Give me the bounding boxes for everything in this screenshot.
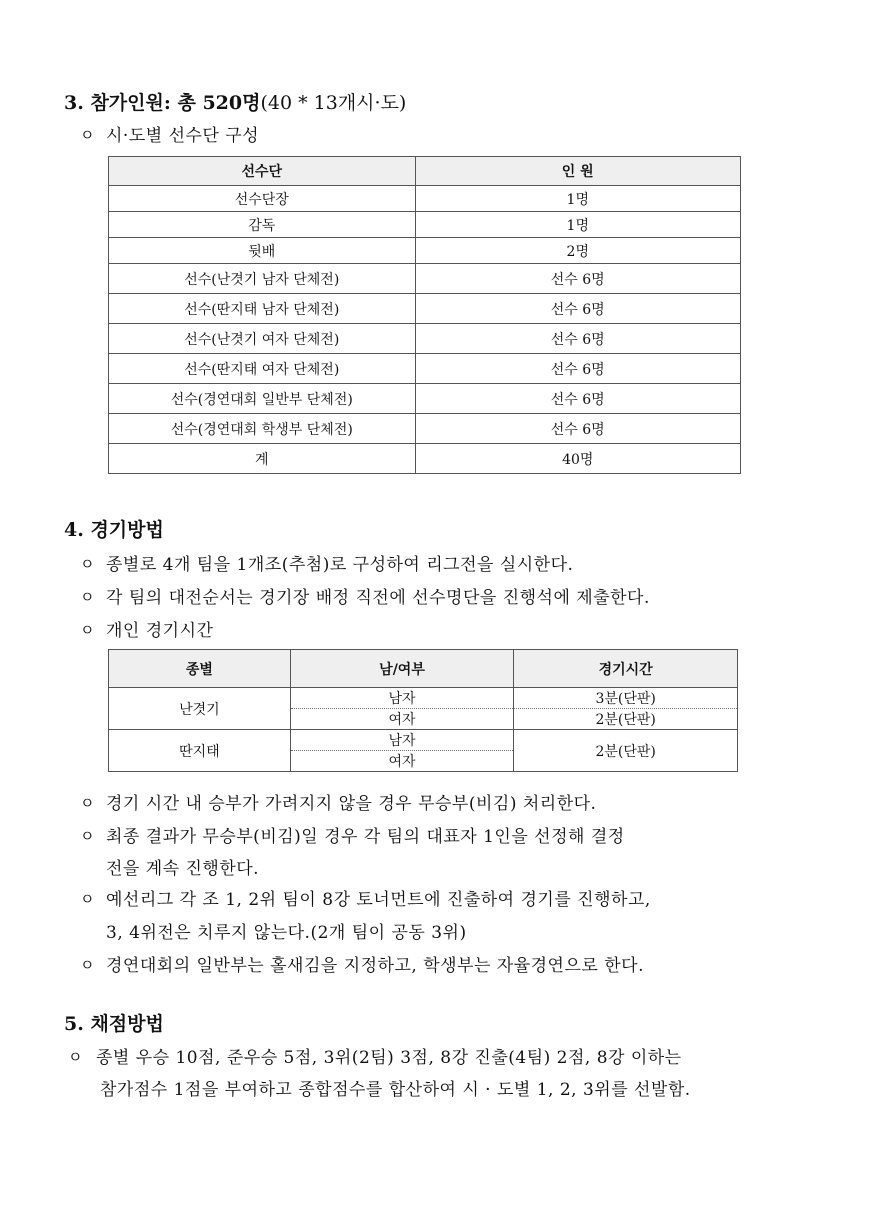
bullet-marker: ㅇ [80, 621, 95, 639]
section5-line-2: 참가점수 1점을 부여하고 종합점수를 합산하여 시 · 도별 1, 2, 3위를 선발함. [100, 1080, 691, 1100]
table-cell-role: 뒷배 [109, 238, 416, 264]
section4-after-2: 최종 결과가 무승부(비김)일 경우 각 팀의 대표자 1인을 선정해 결정 [106, 827, 625, 847]
table-row [109, 294, 741, 324]
table-cell-role: 선수(난겻기 남자 단체전) [109, 264, 416, 294]
section3-heading [64, 88, 406, 115]
section4-after-2-cont: 전을 계속 진행한다. [106, 859, 260, 879]
table-cell-count: 선수 6명 [415, 294, 740, 324]
table-cell-count: 40명 [415, 444, 740, 474]
section4-bullet-2: 각 팀의 대전순서는 경기장 배정 직전에 선수명단을 진행석에 제출한다. [106, 588, 650, 608]
table-row [109, 354, 741, 384]
table-row [109, 444, 741, 474]
table-header: 선수단 [109, 157, 416, 186]
table-cell-event: 딴지태 [109, 730, 291, 772]
table-cell-count: 선수 6명 [415, 414, 740, 444]
table-cell-count: 선수 6명 [415, 324, 740, 354]
table-cell-count: 선수 6명 [415, 264, 740, 294]
bullet-marker: ㅇ [80, 794, 95, 812]
table-cell-gender: 남자 [290, 688, 514, 709]
table-cell-role: 선수(경연대회 일반부 단체전) [109, 384, 416, 414]
table-row [109, 212, 741, 238]
table-cell-role: 감독 [109, 212, 416, 238]
table-row [109, 414, 741, 444]
match-time-table [108, 649, 738, 772]
table-cell-time: 2분(단판) [514, 730, 738, 772]
bullet-marker: ㅇ [80, 555, 95, 573]
table-cell-count: 1명 [415, 186, 740, 212]
team-composition-table [108, 156, 741, 474]
table-cell-event: 난겻기 [109, 688, 291, 730]
table-cell-role: 선수(경연대회 학생부 단체전) [109, 414, 416, 444]
table-cell-time: 2분(단판) [514, 709, 738, 730]
table-row [109, 238, 741, 264]
bullet-marker: ㅇ [80, 890, 95, 908]
table-cell-time: 3분(단판) [514, 688, 738, 709]
section4-after-4: 경연대회의 일반부는 홀새김을 지정하고, 학생부는 자율경연으로 한다. [106, 956, 644, 976]
section4-heading: 4. 경기방법 [64, 519, 164, 541]
table-row [109, 384, 741, 414]
table-cell-role: 선수(딴지태 여자 단체전) [109, 354, 416, 384]
section4-bullet-1: 종별로 4개 팀을 1개조(추첨)로 구성하여 리그전을 실시한다. [106, 555, 574, 575]
table-row [109, 324, 741, 354]
table-row [109, 264, 741, 294]
table-header: 남/여부 [290, 650, 514, 688]
section3-sub: 시·도별 선수단 구성 [106, 126, 260, 146]
table-cell-gender: 여자 [290, 751, 514, 772]
section3-heading-rest: (40 * 13개시·도) [260, 92, 407, 114]
section4-after-3: 예선리그 각 조 1, 2위 팀이 8강 토너먼트에 진출하여 경기를 진행하고, [106, 890, 651, 910]
table-header: 종별 [109, 650, 291, 688]
section5-heading: 5. 채점방법 [64, 1013, 164, 1035]
table-cell-gender: 여자 [290, 709, 514, 730]
table-cell-count: 1명 [415, 212, 740, 238]
table-cell-role: 계 [109, 444, 416, 474]
bullet-marker: ㅇ [80, 827, 95, 845]
table-cell-role: 선수단장 [109, 186, 416, 212]
section5-line-1: 종별 우승 10점, 준우승 5점, 3위(2팀) 3점, 8강 진출(4팀) 2점, 8강 이하는 [96, 1048, 682, 1068]
table-header: 인 원 [415, 157, 740, 186]
table-row [109, 186, 741, 212]
section4-bullet-3: 개인 경기시간 [106, 621, 214, 641]
table-cell-role: 선수(딴지태 남자 단체전) [109, 294, 416, 324]
table-cell-count: 2명 [415, 238, 740, 264]
section4-after-3-cont: 3, 4위전은 치루지 않는다.(2개 팀이 공동 3위) [106, 923, 467, 943]
table-cell-count: 선수 6명 [415, 384, 740, 414]
table-header: 경기시간 [514, 650, 738, 688]
table-cell-gender: 남자 [290, 730, 514, 751]
bullet-marker: ㅇ [80, 956, 95, 974]
bullet-marker: ㅇ [68, 1048, 83, 1066]
bullet-marker: ㅇ [80, 126, 95, 144]
section4-after-1: 경기 시간 내 승부가 가려지지 않을 경우 무승부(비김) 처리한다. [106, 794, 597, 814]
bullet-marker: ㅇ [80, 588, 95, 606]
table-cell-count: 선수 6명 [415, 354, 740, 384]
section3-heading-bold: 3. 참가인원: 총 520명 [64, 92, 261, 114]
table-cell-role: 선수(난겻기 여자 단체전) [109, 324, 416, 354]
